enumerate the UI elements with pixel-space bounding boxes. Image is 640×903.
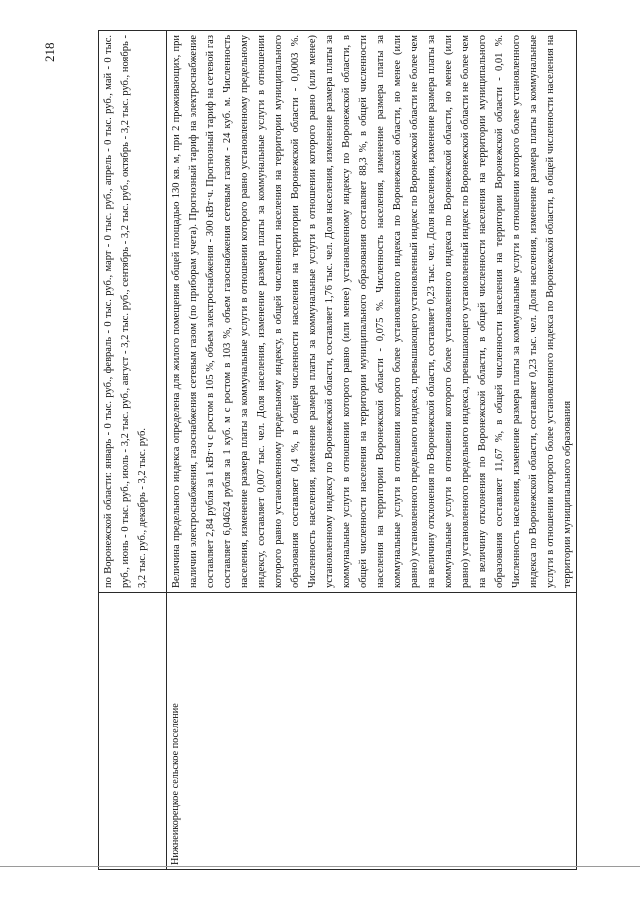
description-cell: по Воронежской области: январь - 0 тыс. руб., февраль - 0 тыс. руб., март - 0 тыс. руб., апрель - 0 тыс. руб., май - 0 тыс. руб., июнь - 0 тыс. руб., июль - 3,2 тыс. руб., август - 3,2 тыс. руб., сентябрь - 3,2 тыс. руб., октябрь - 3,2 тыс. руб., ноябрь - 3,2 тыс. руб., декабрь - 3,2 тыс. руб.	[99, 31, 167, 593]
tariff-table	[98, 30, 577, 870]
table-row	[167, 31, 577, 870]
settlement-name-cell: Нижнеикорецкое сельское поселение	[167, 593, 577, 870]
settlement-name-cell	[99, 593, 167, 870]
table-row	[99, 31, 167, 870]
bottom-divider	[0, 866, 640, 867]
page-number: 218	[42, 42, 57, 62]
description-cell: Величина предельного индекса определена для жилого помещения общей площадью 130 кв. м, при 2 проживающих, при наличии электроснабжения, газоснабжения сетевым газом (по приборам учета). Прогнозный тариф на электроснабжение составляет 2,84 рубля за 1 кВт·ч с ростом в 105 %, объем электроснабжения - 300 кВт·ч. Прогнозный тариф на сетевой газ составляет 6,04624 рубля за 1 куб. м с ростом в 103 %, объем газоснабжения сетевым газом - 24 куб. м. Численность населения, изменение размера платы за коммунальные услуги в отношении которого равно установленному предельному индексу, составляет 0,007 тыс. чел. Доля населения, изменение размера платы за коммунальные услуги в отношении которого равно установленному предельному индексу, в общей численности населения на территории муниципального образования составляет 0,4 %, в общей численности населения на территории Воронежской области - 0,0003 %. Численность населения, изменение размера платы за коммунальные услуги в отношении которого равно (или менее) установленному индексу по Воронежской области, составляет 1,76 тыс. чел. Доля населения, изменение размера платы за коммунальные услуги в отношении которого равно (или менее) установленному индексу по Воронежской области, в общей численности населения на территории муниципального образования составляет 88,3 %, в общей численности населения на территории Воронежской области - 0,075 %. Численность населения, изменение размера платы за коммунальные услуги в отношении которого более установленного индекса по Воронежской области, но менее (или равно) установленного предельного индекса, превышающего установленный индекс по Воронежской области не более чем на величину отклонения по Воронежской области, составляет 0,23 тыс. чел. Доля населения, изменение размера платы за коммунальные услуги в отношении которого более установленного индекса по Воронежской области, но менее (или равно) установленного предельного индекса, превышающего установленный индекс по Воронежской области не более чем на величину отклонения по Воронежской области, в общей численности населения на территории муниципального образования составляет 11,67 %, в общей численности населения на территории Воронежской области - 0,01 %. Численность населения, изменение размера платы за коммунальные услуги в отношении которого более установленного индекса по Воронежской области, составляет 0,23 тыс. чел. Доля населения, изменение размера платы за коммунальные услуги в отношении которого более установленного индекса по Воронежской области, в общей численности населения на территории муниципального образования	[167, 31, 577, 593]
rotated-table-page	[98, 30, 573, 870]
